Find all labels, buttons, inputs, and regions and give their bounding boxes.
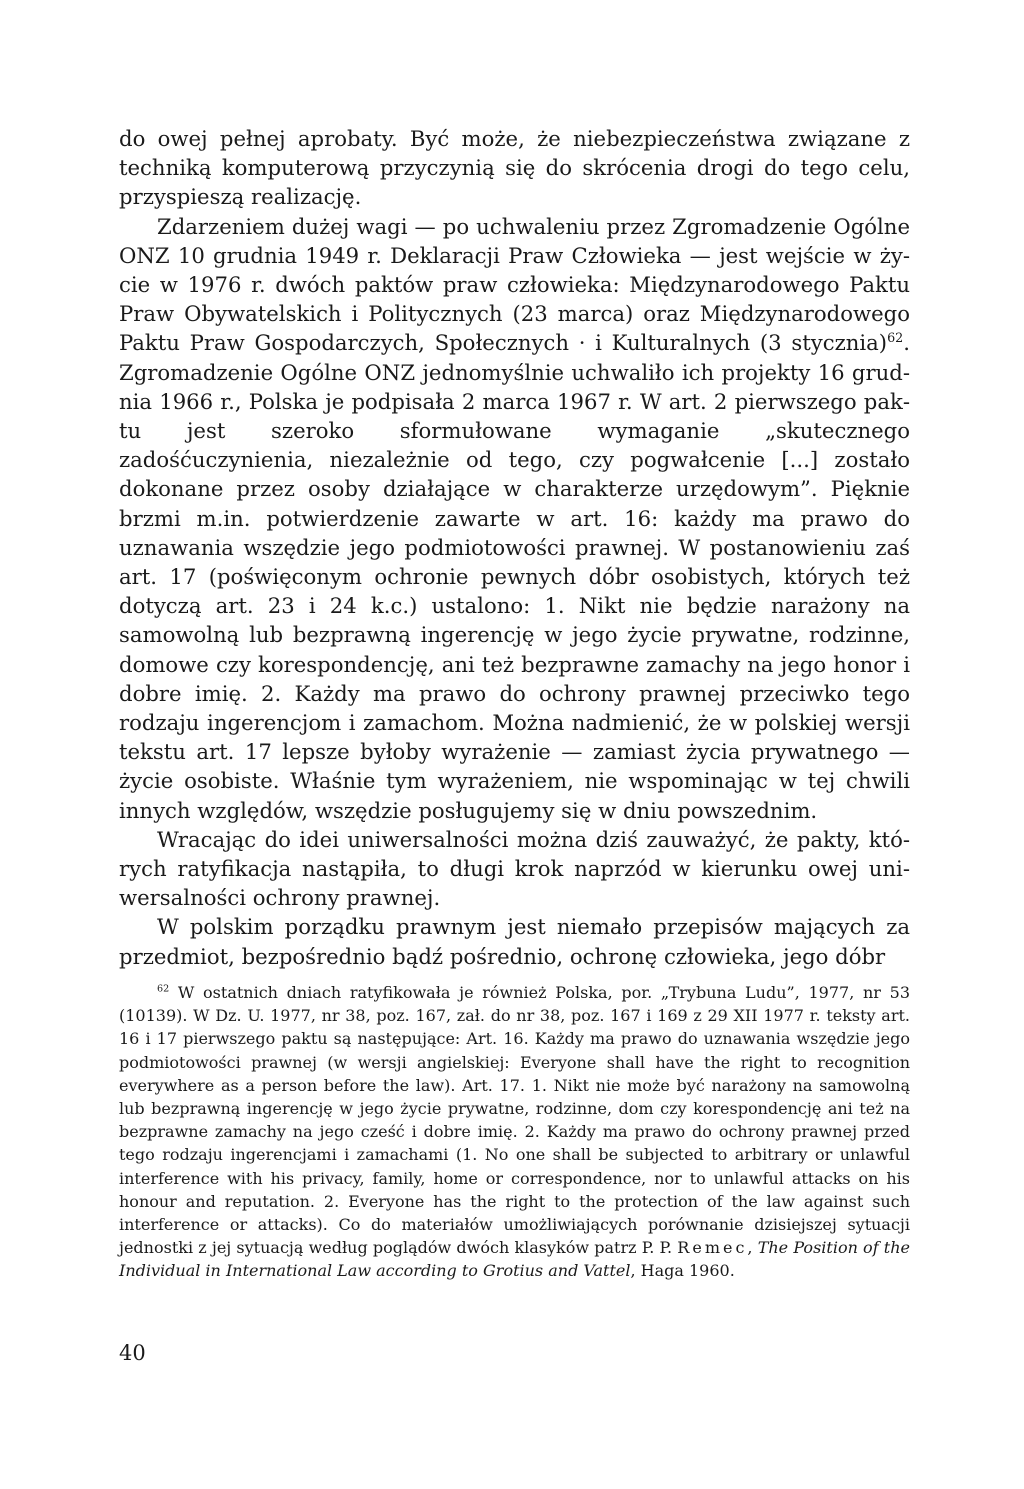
paragraph-2-text-b: . Zgromadzenie Ogólne ONZ jednomyślnie uchwaliło ich projekty 16 grudnia 1966 r., Polska je podpisała 2 marca 1967 r. W art. 2 pierwszego paktu jest szeroko sformułowane wymaganie „skutecznego zadośćuczynienia, niezależnie od tego, czy pogwałcenie [...] zostało dokonane przez osoby działające w charakterze urzędowym”. Pięknie brzmi m.in. potwierdzenie zawarte w art. 16: każdy ma prawo do uznawania wszędzie jego podmiotowości prawnej. W postanowieniu zaś art. 17 (poświęconym ochronie pewnych dóbr osobistych, których też dotyczą art. 23 i 24 k.c.) ustalono: 1. Nikt nie będzie narażony na samowolną lub bezprawną ingerencję w jego życie prywatne, rodzinne, domowe czy korespondencję, ani też bezprawne zamachy na jego honor i dobre imię. 2. Każdy ma prawo do ochrony prawnej przeciwko tego rodzaju ingerencjom i zamachom. Można nadmienić, że w polskiej wersji tekstu art. 17 lepsze byłoby wyrażenie — zamiast życia prywatnego — życie osobiste. Właśnie tym wyrażeniem, nie wspominając w tej chwili innych względów, wszędzie posługujemy się w dniu powszednim. [119,330,910,823]
footnote-tail: , Haga 1960. [630,1261,735,1281]
page-body [119,124,910,1283]
footnote-separator: , [747,1238,758,1258]
footnote-book-title: The Position of the Individual in International Law according to Grotius and Vattel [119,1238,910,1281]
paragraph-2 [119,212,910,825]
footnote-62 [119,981,910,1283]
paragraph-4: W polskim porządku prawnym jest niemało przepisów mających za przedmiot, bezpośrednio bądź pośrednio, ochronę człowieka, jego dóbr [119,914,910,969]
footnotes [119,981,910,1283]
page-number: 40 [119,1341,146,1365]
paragraph-3: Wracając do idei uniwersalności można dziś zauważyć, że pakty, których ratyfikacja nastąpiła, to długi krok naprzód w kierunku owej uniwersalności ochrony prawnej. [119,826,910,911]
paragraph-2-text-a: Zdarzeniem dużej wagi — po uchwaleniu przez Zgromadzenie Ogólne ONZ 10 grudnia 1949 r. Deklaracji Praw Człowieka — jest wejście w życie w 1976 r. dwóch paktów praw człowieka: Międzynarodowego Paktu Praw Obywatelskich i Politycznych (23 marca) oraz Międzynarodowego Paktu Praw Gospodarczych, Społecznych · i Kulturalnych (3 stycznia) [119,213,910,356]
footnote-author: Remec [677,1238,748,1258]
main-text [119,124,910,971]
paragraph-1: do owej pełnej aprobaty. Być może, że niebezpieczeństwa związane z techniką komputerową przyczynią się do skrócenia drogi do tego celu, przyspieszą realizację. [119,126,910,210]
footnote-ref-62[interactable]: 62 [887,330,904,346]
footnote-text: W ostatnich dniach ratyfikowała je również Polska, por. „Trybuna Ludu”, 1977, nr 53 (10139). W Dz. U. 1977, nr 38, poz. 167, zał. do nr 38, poz. 167 i 169 z 29 XII 1977 r. teksty art. 16 i 17 pierwszego paktu są następujące: Art. 16. Każdy ma prawo do uznawania wszędzie jego podmiotowości prawnej (w wersji angielskiej: Everyone shall have the right to recognition everywhere as a person before the law). Art. 17. 1. Nikt nie może być narażony na samowolną lub bezprawną ingerencję w jego życie prywatne, rodzinne, dom czy korespondencję ani też na bezprawne zamachy na jego cześć i dobre imię. 2. Każdy ma prawo do ochrony prawnej przed tego rodzaju ingerencjami i zamachami (1. No one shall be subjected to arbitrary or unlawful interference with his privacy, family, home or correspondence, nor to unlawful attacks on his honour and reputation. 2. Everyone has the right to the protection of the law against such interference or attacks). Co do materiałów umożliwiających porównanie dzisiejszej sytuacji jednostki z jej sytuacją według poglądów dwóch klasyków patrz P. P. [119,982,910,1258]
footnote-number: 62 [157,983,170,995]
